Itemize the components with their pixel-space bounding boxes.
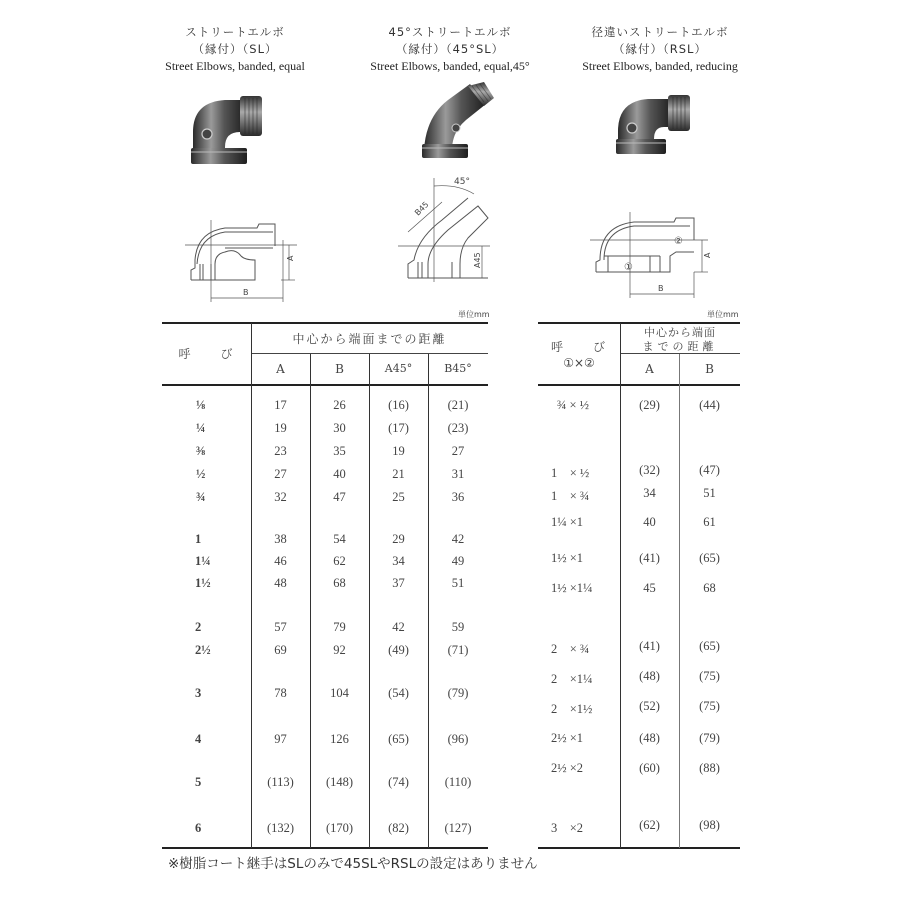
cell-a: 78 [274, 686, 287, 700]
45sl-elbow-photo [418, 82, 498, 162]
cell-size: 2 ×1¼ [551, 672, 593, 686]
cell-a45: (65) [388, 732, 409, 746]
header-col-a45: A45° [384, 362, 413, 375]
product-jp-sub: （縁付）（SL） [192, 42, 278, 56]
cell-a: 57 [274, 620, 287, 634]
product-en-name: Street Elbows, banded, reducing [582, 59, 738, 73]
cell-a: (41) [639, 551, 660, 565]
cell-size: ⅜ [196, 444, 206, 458]
cell-size: 1½ [195, 576, 211, 590]
cell-a45: (54) [388, 686, 409, 700]
cell-size: ¼ [196, 421, 206, 435]
header-distance-group-line1: 中心から端面 [644, 326, 716, 339]
cell-a: (41) [639, 639, 660, 653]
cell-size: 1 [195, 532, 202, 546]
cell-size: 1 × ½ [551, 466, 590, 480]
cell-a: 27 [274, 467, 287, 481]
cell-b45: 59 [451, 620, 465, 634]
cell-b: (65) [699, 551, 720, 565]
cell-a: (48) [639, 669, 660, 683]
cell-b: (98) [699, 818, 720, 832]
cell-a45: 42 [392, 620, 405, 634]
cell-b: 104 [330, 686, 349, 700]
cell-a: 97 [274, 732, 287, 746]
header-col-b: B [705, 362, 714, 376]
header-size: 呼 び [178, 347, 235, 361]
unit-label-left: 単位mm [458, 310, 490, 319]
cell-a: (52) [639, 699, 660, 713]
dimension-label-b: B [243, 288, 249, 297]
header-col-b: B [335, 362, 344, 376]
cell-b: 68 [333, 576, 346, 590]
footnote: ※樹脂コート継手はSLのみで45SLやRSLの設定はありません [168, 856, 538, 872]
45sl-dimension-drawing [398, 168, 508, 283]
cell-a45: 37 [392, 576, 405, 590]
cell-b: 47 [333, 490, 346, 504]
cell-a: 23 [274, 444, 287, 458]
cell-b: (44) [699, 398, 720, 412]
cell-a: (60) [639, 761, 660, 775]
header-distance-group: 中心から端面までの距離 [292, 332, 447, 346]
cell-b: (79) [699, 731, 720, 745]
cell-b: (75) [699, 669, 720, 683]
cell-size: ½ [196, 467, 206, 481]
header-col-a: A [645, 362, 654, 376]
header-distance-group-line2: までの距離 [642, 340, 718, 353]
cell-b45: (23) [447, 421, 469, 435]
cell-b: 26 [333, 398, 346, 412]
cell-a45: (74) [388, 775, 409, 789]
cell-b45: 31 [451, 467, 465, 481]
unit-label-right: 単位mm [707, 310, 739, 319]
cell-a45: 19 [392, 444, 405, 458]
cell-size: 1½ ×1¼ [551, 581, 593, 595]
cell-size: 1 × ¾ [551, 489, 590, 503]
cell-size: 2 ×1½ [551, 702, 593, 716]
cell-a: (132) [266, 821, 295, 835]
cell-a: (113) [267, 775, 294, 789]
cell-b45: 36 [451, 490, 465, 504]
cell-a45: 25 [392, 490, 405, 504]
cell-b45: (21) [447, 398, 469, 412]
cell-size: 2 [195, 620, 202, 634]
cell-a45: (16) [388, 398, 409, 412]
product-en-name: Street Elbows, banded, equal,45° [370, 59, 530, 73]
cell-b45: (79) [447, 686, 469, 700]
cell-b: 30 [333, 421, 346, 435]
cell-a: 38 [274, 532, 287, 546]
cell-a: (48) [639, 731, 660, 745]
dimension-label-b: B [658, 284, 664, 293]
cell-b: 79 [333, 620, 346, 634]
cell-b45: (110) [444, 775, 472, 789]
cell-b45: (71) [447, 643, 469, 657]
header-col-a: A [276, 362, 285, 376]
cell-b: 51 [703, 486, 716, 500]
product-title-45sl [355, 24, 545, 75]
cell-size: 1¼ [195, 554, 211, 568]
cell-b45: 49 [451, 554, 465, 568]
header-size: 呼 び [550, 340, 607, 354]
cell-a: 48 [274, 576, 287, 590]
cell-b: (88) [699, 761, 720, 775]
cell-a: 69 [274, 643, 287, 657]
cell-a: 40 [643, 515, 656, 529]
cell-size: 2 × ¾ [551, 642, 590, 656]
cell-a: 17 [274, 398, 287, 412]
cell-b: 126 [330, 732, 349, 746]
cell-a: 34 [643, 486, 656, 500]
dimension-label-a: A [286, 255, 295, 261]
product-en-name: Street Elbows, banded, equal [165, 59, 305, 73]
cell-a: (29) [639, 398, 660, 412]
product-title-rsl [560, 24, 760, 75]
cell-size: 5 [195, 775, 202, 789]
dimension-label-b45: B45 [413, 199, 431, 218]
rsl-elbow-photo [612, 93, 707, 158]
port-2-label: ② [674, 236, 683, 247]
cell-a: 45 [643, 581, 656, 595]
cell-b: (75) [699, 699, 720, 713]
cell-size: 2½ [195, 643, 211, 657]
cell-a: 46 [274, 554, 287, 568]
cell-b45: 27 [451, 444, 465, 458]
cell-size: 6 [195, 821, 202, 835]
cell-a45: (17) [388, 421, 409, 435]
cell-size: ¾ × ½ [557, 398, 590, 412]
cell-a: 19 [274, 421, 287, 435]
cell-b45: 42 [451, 532, 465, 546]
dimension-label-a: A [703, 252, 712, 258]
cell-b45: (96) [447, 732, 469, 746]
cell-a45: 29 [392, 532, 405, 546]
port-1-label: ① [624, 262, 633, 273]
header-col-b45: B45° [444, 362, 472, 375]
sl-elbow-photo [185, 92, 285, 167]
cell-a45: 34 [392, 554, 405, 568]
cell-size: 1½ ×1 [551, 551, 584, 565]
dimension-label-a45: A45 [473, 252, 482, 268]
cell-b: 40 [333, 467, 346, 481]
cell-a: (32) [639, 463, 660, 477]
cell-size: 2½ ×1 [551, 731, 584, 745]
cell-a45: (82) [388, 821, 409, 835]
cell-b: 54 [333, 532, 346, 546]
cell-b: 62 [333, 554, 346, 568]
cell-b45: 51 [451, 576, 465, 590]
cell-b: 61 [703, 515, 716, 529]
cell-a: 32 [274, 490, 287, 504]
rsl-dimension-drawing [590, 212, 720, 304]
header-size-sub: ①×② [563, 356, 595, 370]
cell-a45: 21 [392, 467, 405, 481]
product-jp-name: 径違いストリートエルボ [591, 25, 729, 39]
product-jp-sub: （縁付）（45°SL） [395, 42, 505, 56]
cell-size: 3 [195, 686, 202, 700]
dimension-label-angle: 45° [454, 177, 470, 187]
cell-size: 4 [195, 732, 202, 746]
cell-b: 35 [333, 444, 346, 458]
cell-a: (62) [639, 818, 660, 832]
cell-size: ¾ [196, 490, 206, 504]
cell-b45: (127) [444, 821, 472, 835]
sl-dimension-drawing [185, 220, 305, 305]
product-jp-name: ストリートエルボ [185, 25, 285, 39]
cell-size: ⅛ [196, 398, 206, 412]
cell-b: (47) [699, 463, 720, 477]
cell-size: 3 ×2 [551, 821, 584, 835]
cell-size: 1¼ ×1 [551, 515, 584, 529]
product-jp-name: 45°ストリートエルボ [388, 25, 512, 39]
table-bottom-rule [538, 847, 740, 849]
cell-a45: (49) [388, 643, 409, 657]
cell-b: (148) [325, 775, 354, 789]
cell-b: 92 [333, 643, 346, 657]
cell-b: 68 [703, 581, 716, 595]
table-top-rule [162, 322, 488, 324]
cell-b: (170) [325, 821, 354, 835]
cell-b: (65) [699, 639, 720, 653]
table-header-rule [162, 384, 488, 386]
product-jp-sub: （縁付）（RSL） [613, 42, 707, 56]
cell-size: 2½ ×2 [551, 761, 584, 775]
table-header-rule [538, 384, 740, 386]
product-title-sl [140, 24, 330, 75]
table-bottom-rule [162, 847, 488, 849]
